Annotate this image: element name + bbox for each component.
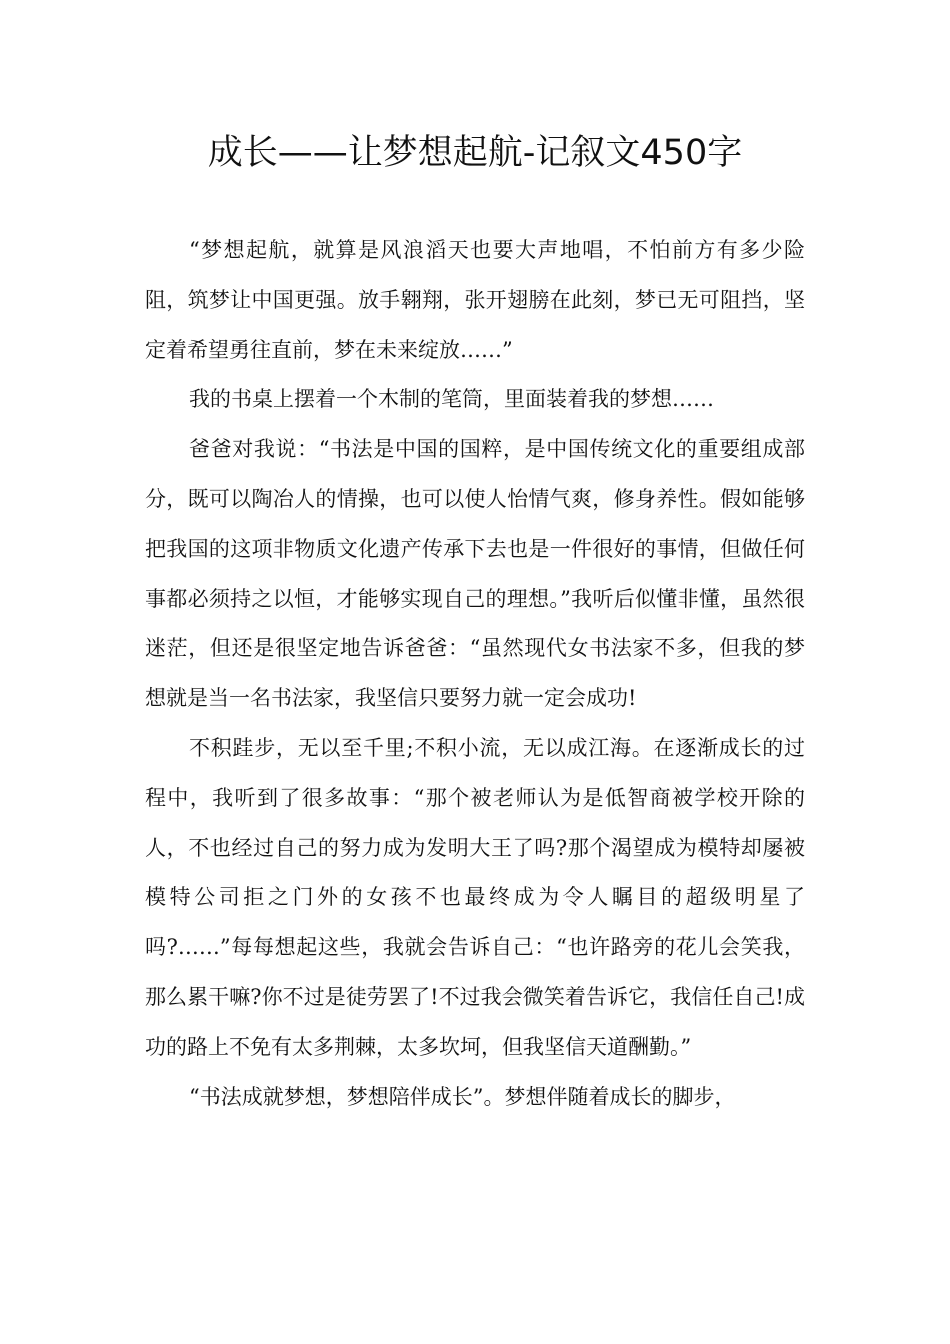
paragraph-3: 爸爸对我说：“书法是中国的国粹，是中国传统文化的重要组成部分，既可以陶冶人的情操，也可以使人怡情气爽，修身养性。假如能够把我国的这项非物质文化遗产传承下去也是一件很好的事情，但做任何事都必须持之以恒，才能够实现自己的理想。”我听后似懂非懂，虽然很迷茫，但还是很坚定地告诉爸爸：“虽然现代女书法家不多，但我的梦想就是当一名书法家，我坚信只要努力就一定会成功!	[145, 437, 805, 711]
paragraph-4: 不积跬步，无以至千里;不积小流，无以成江海。在逐渐成长的过程中，我听到了很多故事：“那个被老师认为是低智商被学校开除的人，不也经过自己的努力成为发明大王了吗?那个渴望成为模特却屡被模特公司拒之门外的女孩不也最终成为令人瞩目的超级明星了吗?……”每每想起这些，我就会告诉自己：“也许路旁的花儿会笑我，那么累干嘛?你不过是徒劳罢了!不过我会微笑着告诉它，我信任自己!成功的路上不免有太多荆棘，太多坎坷，但我坚信天道酬勤。”	[145, 735, 805, 1059]
document-body	[145, 226, 805, 1122]
paragraph-5: “书法成就梦想，梦想陪伴成长”。梦想伴随着成长的脚步，	[189, 1084, 736, 1109]
document-title: 成长——让梦想起航-记叙文450字	[207, 133, 743, 173]
paragraph-2: 我的书桌上摆着一个木制的笔筒，里面装着我的梦想……	[189, 387, 714, 412]
paragraph-1: “梦想起航，就算是风浪滔天也要大声地唱，不怕前方有多少险阻，筑梦让中国更强。放手翱翔，张开翅膀在此刻，梦已无可阻挡，坚定着希望勇往直前，梦在未来绽放……”	[145, 238, 805, 362]
